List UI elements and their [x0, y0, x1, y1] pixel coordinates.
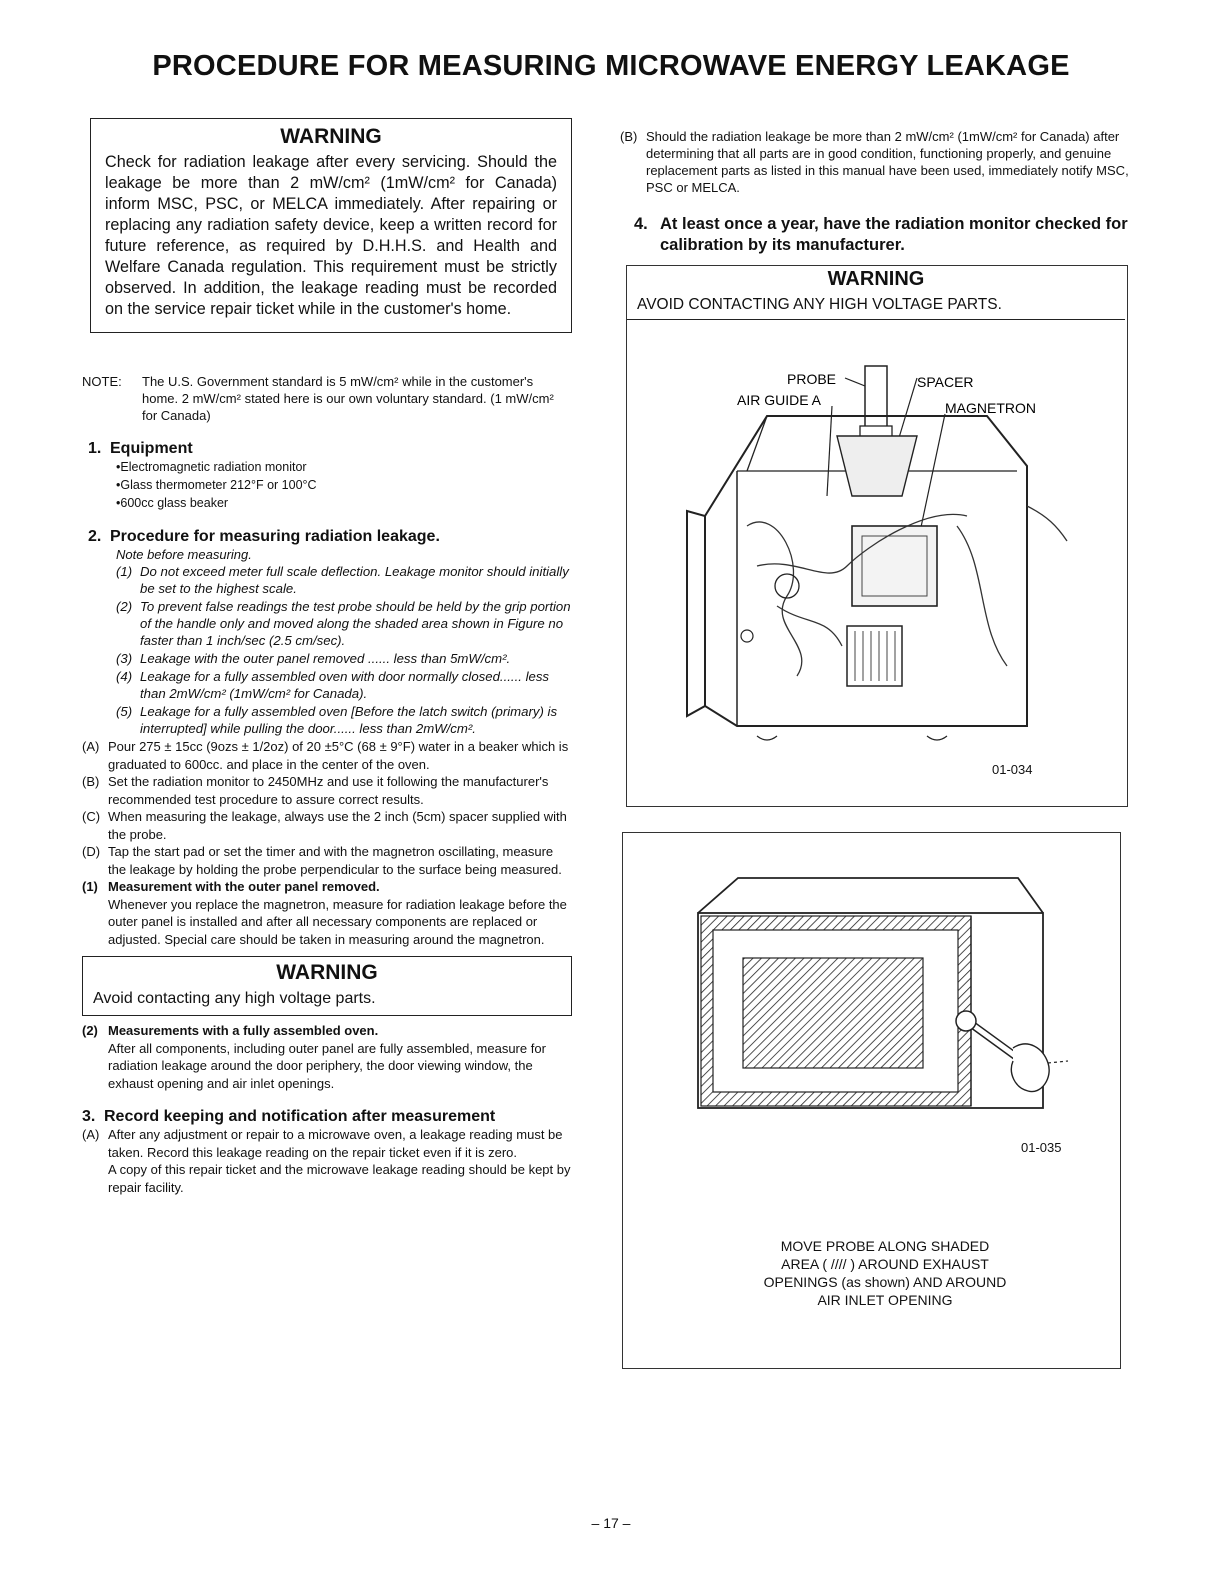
section-4: [620, 214, 1135, 256]
wire-harness: [747, 522, 802, 676]
notification-step: [620, 128, 1135, 196]
oven-door-edge: [687, 511, 705, 716]
caption-line: AREA ( //// ) AROUND EXHAUST: [781, 1256, 989, 1272]
wire-harness: [1027, 506, 1067, 541]
screw: [741, 630, 753, 642]
section-3-number: 3.: [82, 1108, 96, 1125]
measurement-2-heading: Measurements with a fully assembled oven.: [108, 1023, 379, 1038]
note-text: The U.S. Government standard is 5 mW/cm² while in the customer's home. 2 mW/cm² stated here is our own voluntary standard. (1 mW/cm² for Canada): [142, 374, 554, 423]
step-label: (B): [82, 774, 100, 789]
left-column: [82, 118, 572, 1196]
note: [82, 373, 572, 424]
step-label: (C): [82, 809, 101, 824]
list-item: [82, 843, 572, 878]
list-item: [82, 808, 572, 843]
oven-top-outline: [698, 878, 1043, 913]
caption-line: OPENINGS (as shown) AND AROUND: [763, 1274, 1007, 1290]
record-keeping: [82, 1126, 572, 1196]
step-label: (B): [620, 129, 638, 144]
section-1-title: Equipment: [110, 440, 193, 457]
measurement-1-text: Whenever you replace the magnetron, measure for radiation leakage before the outer panel is installed and after all necessary components are replaced or adjusted. Special care should be taken in measuring around the magnetron.: [108, 896, 567, 947]
step-text: Should the radiation leakage be more than 2 mW/cm² (1mW/cm² for Canada) after determining that all parts are in good condition, functioning properly, and genuine replacement parts as listed in this manual have been used, immediately notify MSC, PSC or MELCA.: [646, 129, 1129, 195]
step-text: Pour 275 ± 15cc (9ozs ± 1/2oz) of 20 ±5°C (68 ± 9°F) water in a beaker which is graduated to 600cc. and place in the center of the oven.: [108, 739, 569, 772]
page-number: – 17 –: [591, 1515, 631, 1531]
item-label: (5): [116, 704, 133, 719]
figure-2-caption: [700, 1237, 1070, 1309]
equipment-list: [116, 458, 572, 512]
magnetron-shape: [852, 526, 937, 606]
probe-leader-line: [845, 378, 865, 386]
section-3-heading: [82, 1108, 572, 1126]
warning-text: Check for radiation leakage after every servicing. Should the leakage be more than 2 mW/cm² (1mW/cm² for Canada) inform MSC, PSC, or MELCA immediately. After repairing or replacing any radiation safety device, keep a written record for future reference, as required by D.H.H.S. and Health and Welfare Canada regulation. This requirement must be strictly observed. In addition, the leakage reading must be recorded on the service repair ticket while in the customer's home.: [105, 153, 557, 318]
foot: [757, 736, 777, 740]
warning-box-high-voltage: [82, 956, 572, 1016]
list-item: [116, 650, 572, 667]
spacer-label: SPACER: [917, 374, 974, 390]
item-label: (4): [116, 669, 133, 684]
caption-line: AIR INLET OPENING: [817, 1292, 953, 1308]
list-item: •600cc glass beaker: [116, 496, 229, 510]
measurement-2-text: After all components, including outer panel are fully assembled, measure for radiation leakage around the door periphery, the door viewing window, the exhaust opening and air inlet openings.: [108, 1040, 546, 1091]
fan-motor: [775, 574, 799, 598]
step-label: (2): [82, 1023, 98, 1038]
figure-2-code: 01-035: [1021, 1140, 1062, 1155]
warning-text: AVOID CONTACTING ANY HIGH VOLTAGE PARTS.: [637, 296, 1002, 313]
air-guide-shape: [837, 436, 917, 496]
record-text: After any adjustment or repair to a microwave oven, a leakage reading must be taken. Record this leakage reading on the repair ticket even if it is zero.: [108, 1127, 563, 1160]
right-column: [620, 128, 1135, 256]
item-text: To prevent false readings the test probe should be held by the grip portion of the handle only and moved along the shaded area shown in Figure no faster than 1 inch/sec (2.5 cm/sec).: [140, 599, 571, 648]
arm-line: [1048, 1061, 1068, 1063]
section-2-title: Procedure for measuring radiation leakage.: [110, 528, 440, 545]
figure-1-code: 01-034: [992, 762, 1033, 777]
air-guide-label: AIR GUIDE A: [737, 392, 822, 408]
list-item: [82, 1022, 572, 1092]
measurement-1: [82, 878, 572, 948]
list-item: [116, 563, 572, 597]
item-text: Leakage with the outer panel removed ...... less than 5mW/cm².: [140, 651, 511, 666]
section-3-title: Record keeping and notification after measurement: [104, 1108, 496, 1125]
step-text: Tap the start pad or set the timer and with the magnetron oscillating, measure the leakage by holding the probe perpendicular to the surface being measured.: [108, 844, 562, 877]
page-title: PROCEDURE FOR MEASURING MICROWAVE ENERGY LEAKAGE: [152, 50, 1070, 82]
item-text: Do not exceed meter full scale deflection. Leakage monitor should initially be set to the highest scale.: [140, 564, 569, 596]
oven-internal-diagram: [627, 266, 1127, 806]
list-item: •Glass thermometer 212°F or 100°C: [116, 478, 317, 492]
step-label: (A): [82, 1127, 100, 1142]
list-item: [82, 738, 572, 773]
foot: [927, 736, 947, 740]
warning-box-radiation: [90, 118, 572, 333]
caption-line: MOVE PROBE ALONG SHADED: [780, 1238, 990, 1254]
probe-tip: [956, 1011, 976, 1031]
item-label: (1): [116, 564, 133, 579]
warning-title: WARNING: [280, 125, 382, 148]
magnetron-label: MAGNETRON: [945, 400, 1036, 416]
section-4-number: 4.: [634, 215, 648, 233]
list-item: [116, 703, 572, 737]
item-text: Leakage for a fully assembled oven [Before the latch switch (primary) is interrupted] while pulling the door...... less than 2mW/cm².: [140, 704, 558, 736]
step-text: Set the radiation monitor to 2450MHz and use it following the manufacturer's recommended test procedure to assure correct results.: [108, 774, 549, 807]
procedure-steps: [82, 738, 572, 948]
measurement-2: [82, 1022, 572, 1092]
door-window-shaded: [743, 958, 923, 1068]
item-text: Leakage for a fully assembled oven with door normally closed...... less than 2mW/cm² (1mW/cm² for Canada).: [140, 669, 550, 701]
section-2-heading: [82, 528, 572, 546]
list-item: •Electromagnetic radiation monitor: [116, 460, 307, 474]
warning-text: Avoid contacting any high voltage parts.: [93, 990, 376, 1007]
item-label: (3): [116, 651, 133, 666]
step-label: (A): [82, 739, 100, 754]
warning-title: WARNING: [827, 268, 925, 290]
section-1-number: 1.: [88, 440, 102, 457]
warning-title: WARNING: [276, 961, 378, 984]
oven-door-diagram: [623, 833, 1120, 1233]
measuring-notes: [116, 563, 572, 737]
step-label: (D): [82, 844, 101, 859]
record-text-2: A copy of this repair ticket and the microwave leakage reading should be kept by repair facility.: [108, 1162, 571, 1195]
probe-label: PROBE: [787, 371, 837, 387]
note-before-measuring: Note before measuring.: [116, 547, 252, 562]
list-item: [116, 668, 572, 702]
list-item: [82, 1126, 572, 1196]
item-label: (2): [116, 599, 133, 614]
section-1-heading: [82, 440, 572, 458]
wire-harness: [957, 526, 1007, 666]
note-label: NOTE:: [82, 374, 122, 389]
list-item: [82, 773, 572, 808]
air-guide-leader-line: [827, 406, 832, 496]
step-label: (1): [82, 879, 98, 894]
step-text: When measuring the leakage, always use the 2 inch (5cm) spacer supplied with the probe.: [108, 809, 567, 842]
section-4-text: At least once a year, have the radiation monitor checked for calibration by its manufacturer.: [660, 215, 1128, 254]
section-2-number: 2.: [88, 528, 102, 545]
measurement-1-heading: Measurement with the outer panel removed.: [108, 879, 380, 894]
figure-1-frame: [626, 265, 1128, 807]
list-item: [116, 598, 572, 649]
